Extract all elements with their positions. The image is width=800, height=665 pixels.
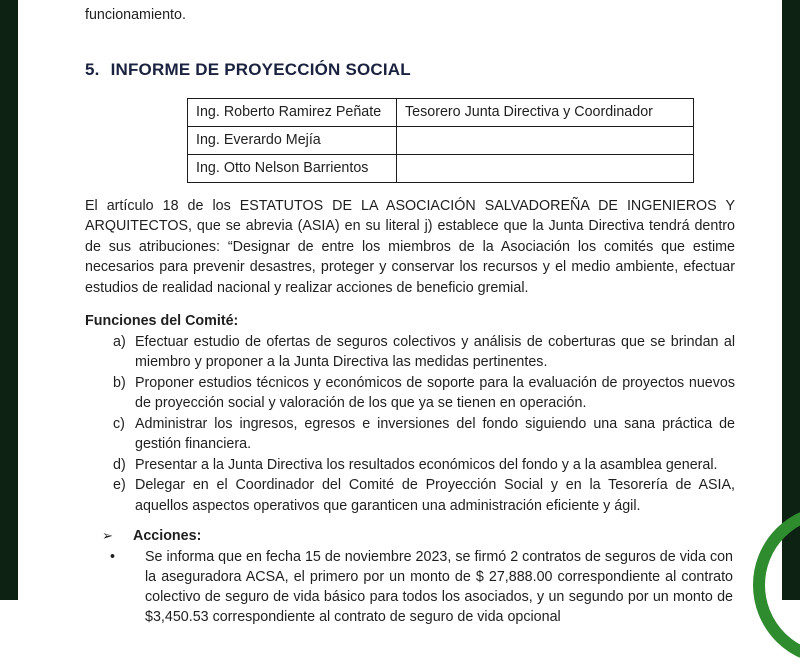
list-item-text: Presentar a la Junta Directiva los resultados económicos del fondo y a la asamblea general. xyxy=(135,456,718,473)
functions-heading: Funciones del Comité: xyxy=(85,313,239,329)
intro-paragraph: El artículo 18 de los ESTATUTOS DE LA ASOCIACIÓN SALVADOREÑA DE INGENIEROS Y ARQUITECTOS, que se abrevia (ASIA) en su literal j) establece que la Junta Directiva tendrá dentro de sus atribuciones: “Designar de entre los miembros de la Asociación los comités que estime necesarios para prevenir desastres, proteger y conservar los recursos y el medio ambiente, efectuar estudios de realidad nacional y realizar acciones de beneficio gremial. xyxy=(85,197,735,296)
green-circle-decoration-icon xyxy=(753,505,800,665)
functions-list xyxy=(85,332,735,517)
arrow-bullet-icon: ➢ xyxy=(102,528,113,543)
list-item-label: e) xyxy=(113,477,126,493)
committee-table xyxy=(187,98,694,183)
left-border-bar xyxy=(0,0,18,600)
action-bullet-item xyxy=(85,547,735,627)
list-item-text: Administrar los ingresos, egresos e inversiones del fondo siguiendo una sana práctica de gestión financiera. xyxy=(135,415,735,452)
table-row xyxy=(188,126,694,154)
list-item-text: Efectuar estudio de ofertas de seguros colectivos y análisis de coberturas que se brindan al miembro y proponer a la Junta Directiva las medidas pertinentes. xyxy=(135,333,735,370)
list-item xyxy=(85,414,735,455)
member-name-cell: Ing. Everardo Mejía xyxy=(188,126,397,154)
table-row xyxy=(188,154,694,182)
member-role-cell xyxy=(397,154,694,182)
list-item xyxy=(85,455,735,476)
right-border-bar xyxy=(782,0,800,600)
list-item xyxy=(85,373,735,414)
bullet-icon: • xyxy=(110,548,116,565)
member-name-cell: Ing. Roberto Ramirez Peñate xyxy=(188,98,397,126)
section-number: 5. xyxy=(85,59,100,79)
list-item-label: d) xyxy=(113,456,126,473)
section-title: INFORME DE PROYECCIÓN SOCIAL xyxy=(110,59,411,79)
list-item-label: a) xyxy=(113,333,126,350)
actions-heading-label: Acciones: xyxy=(133,528,202,544)
document-content xyxy=(85,0,735,627)
list-item xyxy=(85,332,735,373)
list-item-text: Delegar en el Coordinador del Comité de Proyección Social y en la Tesorería de ASIA, aquellos aspectos operativos que garanticen una administración eficiente y ágil. xyxy=(135,477,735,514)
paragraph-fragment: funcionamiento. xyxy=(85,7,186,23)
member-name-cell: Ing. Otto Nelson Barrientos xyxy=(188,154,397,182)
table-row xyxy=(188,98,694,126)
actions-heading xyxy=(85,526,735,547)
list-item-label: c) xyxy=(113,415,125,432)
list-item xyxy=(85,475,735,516)
committee-table-wrapper xyxy=(187,98,735,183)
action-text: Se informa que en fecha 15 de noviembre 2023, se firmó 2 contratos de seguros de vida con la aseguradora ACSA, el primero por un monto de $ 27,888.00 correspondiente al contrato colectivo de seguro de vida básico para todos los asociados, y un segundo por un monto de $3,450.53 correspondiente al contrato de seguro de vida opcional xyxy=(145,548,733,625)
list-item-text: Proponer estudios técnicos y económicos de soporte para la evaluación de proyectos nuevos de proyección social y valoración de los que ya se tienen en operación. xyxy=(135,374,735,411)
section-heading xyxy=(85,59,735,81)
list-item-label: b) xyxy=(113,374,126,391)
member-role-cell: Tesorero Junta Directiva y Coordinador xyxy=(397,98,694,126)
member-role-cell xyxy=(397,126,694,154)
